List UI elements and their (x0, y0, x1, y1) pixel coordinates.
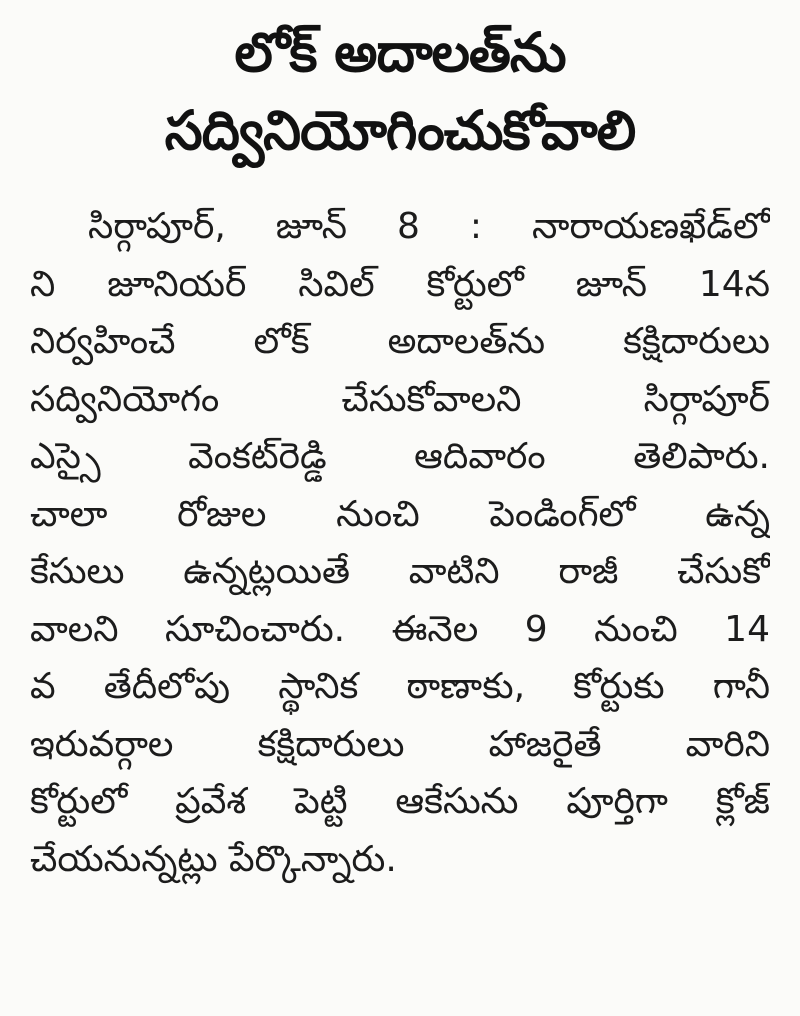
body-line: సిర్గాపూర్, జూన్ 8 : నారాయణఖేడ్‌లో (88, 206, 770, 247)
body-line: ని జూనియర్ సివిల్ కోర్టులో జూన్ 14న (30, 263, 770, 305)
body-line: ఇరువర్గాల కక్షిదారులు హాజరైతే వారిని (30, 723, 770, 765)
body-line: సద్వినియోగం చేసుకోవాలని సిర్గాపూర్ (30, 378, 770, 420)
body-line: కోర్టులో ప్రవేశ పెట్టి ఆకేసును పూర్తిగా క్లోజ్ (30, 781, 770, 822)
headline-line-1: లోక్ అదాలత్‌ను (234, 21, 566, 84)
body-line: వ తేదీలోపు స్థానిక ఠాణాకు, కోర్టుకు గానీ (30, 666, 770, 707)
body-line: నిర్వహించే లోక్ అదాలత్‌ను కక్షిదారులు (30, 321, 770, 362)
headline-line-2: సద్వినియోగించుకోవాలి (164, 99, 636, 162)
body-line: కేసులు ఉన్నట్లయితే వాటిని రాజీ చేసుకో (30, 551, 770, 592)
article-body (30, 198, 770, 888)
body-line: చాలా రోజుల నుంచి పెండింగ్‌లో ఉన్న (30, 493, 770, 535)
body-line: ఎస్సై వెంకట్‌రెడ్డి ఆదివారం తెలిపారు. (30, 436, 770, 477)
body-line: వాలని సూచించారు. ఈనెల 9 నుంచి 14 (30, 608, 770, 650)
body-line: చేయనున్నట్లు పేర్కొన్నారు. (30, 838, 397, 880)
headline (30, 14, 770, 170)
